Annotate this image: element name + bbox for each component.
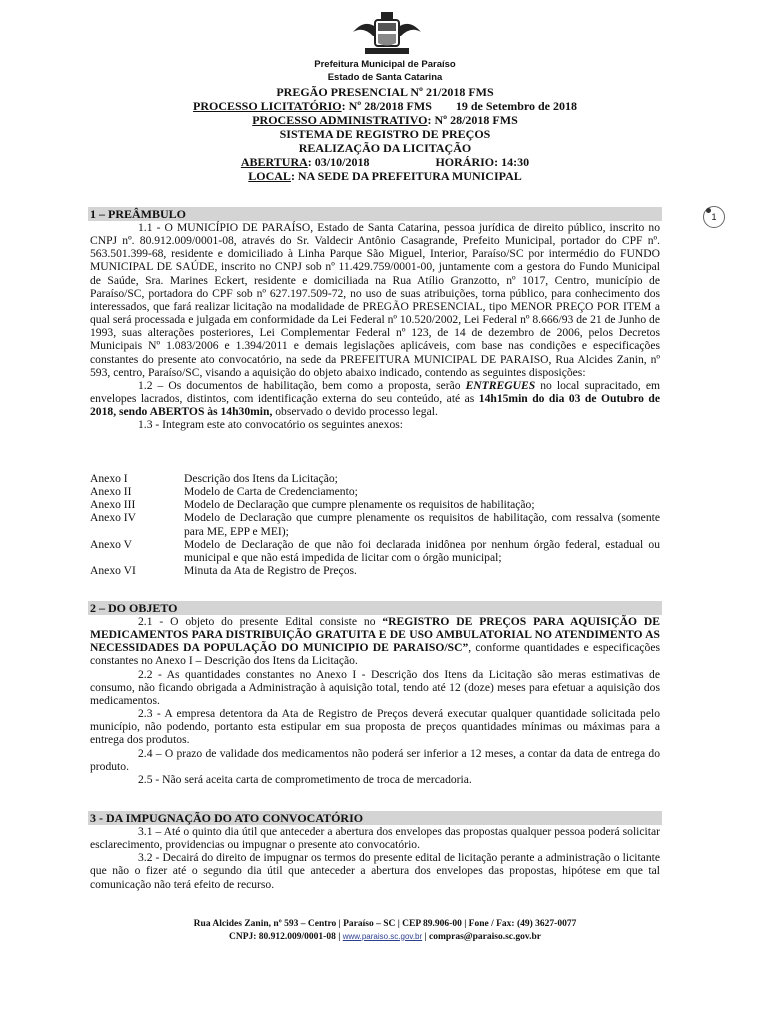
section-1-title: 1 – PREÂMBULO xyxy=(88,207,662,221)
section-3-title: 3 - DA IMPUGNAÇÃO DO ATO CONVOCATÓRIO xyxy=(88,811,662,825)
paragraph-3-1: 3.1 – Até o quinto dia útil que anteceder a abertura dos envelopes das propostas qualquer pessoa poderá solicitar esclarecimento, providencias ou impugnar o presente ato convocatório. xyxy=(90,825,660,852)
p21-object: “REGISTRO DE PREÇOS PARA AQUISIÇÃO DE MEDICAMENTOS PARA DISTRIBUIÇÃO GRATUITA E DE USO AMBULATORIAL NO ATENDIMENTO AS NECESSIDADES DA POPULAÇÃO DO MUNICIPIO DE PARAISO/SC” xyxy=(90,615,660,655)
local-value: : NA SEDE DA PREFEITURA MUNICIPAL xyxy=(290,169,522,183)
paragraph-1-2 xyxy=(90,379,660,418)
processo-licitatorio-value: : Nº 28/2018 FMS 19 de Setembro de 2018 xyxy=(341,99,577,113)
p12-deadline: 14h15min do dia 03 de Outubro de 2018, sendo ABERTOS às 14h30min, xyxy=(90,392,660,419)
paragraph-1-3: 1.3 - Integram este ato convocatório os seguintes anexos: xyxy=(138,418,403,432)
paragraph-2-4: 2.4 – O prazo de validade dos medicamentos não poderá ser inferior a 12 meses, a contar da data de entrega do produto. xyxy=(90,746,660,773)
abertura-value: : 03/10/2018 HORÁRIO: 14:30 xyxy=(307,155,530,169)
p12-entregues: ENTREGUES xyxy=(465,378,536,392)
annex-desc: Descrição dos Itens da Licitação; xyxy=(184,472,338,485)
prefeitura-title: Prefeitura Municipal de Paraíso xyxy=(314,59,456,70)
annex-row xyxy=(90,564,660,577)
annex-key: Anexo I xyxy=(90,472,128,485)
abertura-label: ABERTURA xyxy=(240,155,308,169)
page-number: 1 xyxy=(711,212,717,222)
processo-licitatorio-line xyxy=(0,100,770,114)
paragraph-2-3: 2.3 - A empresa detentora da Ata de Registro de Preços deverá executar qualquer quantidade solicitada pelo município, não podendo, portanto esta estipular em sua proposta de preços quantidades mínimas ou máximas para a entrega dos produtos. xyxy=(90,707,660,747)
page-number-badge xyxy=(703,206,725,228)
p21-text-c: , conforme quantidades e especificações constantes no Anexo I – Descrição dos Itens da Licitação. xyxy=(90,641,660,668)
municipal-crest xyxy=(345,10,429,58)
local-label: LOCAL xyxy=(248,169,291,183)
annex-key: Anexo III xyxy=(90,498,136,512)
section-2-body xyxy=(90,615,660,786)
annex-key: Anexo V xyxy=(90,537,132,551)
footer-cnpj: CNPJ: 80.912.009/0001-08 | xyxy=(228,931,343,942)
annex-key: Anexo IV xyxy=(90,511,137,525)
footer-address: Rua Alcides Zanin, nº 593 – Centro | Paraíso – SC | CEP 89.906-00 | Fone / Fax: (49) 3627-0077 xyxy=(193,919,577,929)
annex-desc: Modelo de Declaração de que não foi declarada inidônea por nenhum órgão federal, estadual ou municipal e que não está impedida de licitar com o órgão municipal; xyxy=(184,537,660,564)
paragraph-2-1 xyxy=(90,615,660,668)
p12-text-a: 1.2 – Os documentos de habilitação, bem como a proposta, serão xyxy=(138,378,466,392)
badge-dot-icon xyxy=(706,208,711,213)
annex-desc: Modelo de Declaração que cumpre plenamente os requisitos de habilitação; xyxy=(184,498,535,512)
paragraph-2-5: 2.5 - Não será aceita carta de comprometimento de troca de mercadoria. xyxy=(138,772,472,786)
paragraph-1-1: 1.1 - O MUNICÍPIO DE PARAÍSO, Estado de Santa Catarina, pessoa jurídica de direito público, inscrito no CNPJ nº. 80.912.009/0001-08, através do Sr. Valdecir Antônio Casagrande, Prefeito Municipal, portador do CPF nº. 563.501.399-68, residente e domiciliado à Linha Parque São Miguel, Interior, Paraíso/SC por intermédio do FUNDO MUNICIPAL DE SAÚDE, inscrito no CNPJ sob nº 11.429.759/0001-00, juntamente com a gestora do Fundo Municipal de Saúde, Sra. Marines Eckert, residente e domiciliada na Rua Atílio Granzotto, nº 1017, Centro, município de Paraíso/SC, portadora do CPF sob nº 627.197.509-72, no uso de suas atribuições, torna público, para conhecimento dos interessados, que fará realizar licitação na modalidade de PREGÃO PRESENCIAL, tipo MENOR PREÇO POR ITEM a qual será processada e julgada em conformidade da Lei Federal nº 10.520/2002, Lei Federal nº 8.666/93 de 21 de Junho de 1993, suas alterações posteriores, Lei Complementar Federal nº 123, de 14 de dezembro de 2006, pelos Decretos Municipais Nº 1.083/2006 e 1.394/2011 e demais legislações aplicáveis, com base nas condições e especificações constantes do presente ato convocatório, na sede da PREFEITURA MUNICIPAL DE PARAISO, Rua Alcides Zanin, nº 593, centro, Paraíso/SC, visando a aquisição do objeto abaixo indicado, contendo as seguintes disposições: xyxy=(90,221,660,379)
p21-text-a: 2.1 - O objeto do presente Edital consiste no xyxy=(138,615,383,628)
p12-text-c: no local supracitado, em envelopes lacrados, distintos, com identificação externa do seu conteúdo, até as xyxy=(90,378,660,406)
annex-desc: Minuta da Ata de Registro de Preços. xyxy=(184,564,357,578)
processo-administrativo-value: : Nº 28/2018 FMS xyxy=(427,113,518,127)
estado-title: Estado de Santa Catarina xyxy=(327,72,443,83)
annex-row xyxy=(90,498,660,511)
pregao-title: PREGÃO PRESENCIAL Nº 21/2018 FMS xyxy=(276,85,494,99)
processo-administrativo-line xyxy=(0,114,770,128)
annex-row xyxy=(90,511,660,537)
annex-row xyxy=(90,485,660,498)
p12-text-e: observado o devido processo legal. xyxy=(272,405,438,419)
annex-key: Anexo II xyxy=(90,485,132,499)
annex-row xyxy=(90,472,660,485)
footer-website-link[interactable]: www.paraiso.sc.gov.br xyxy=(342,931,423,941)
footer-email: | compras@paraiso.sc.gov.br xyxy=(422,931,541,942)
processo-licitatorio-label: PROCESSO LICITATÓRIO xyxy=(193,99,342,113)
section-3-body xyxy=(90,825,660,891)
annex-list xyxy=(90,472,660,577)
abertura-line xyxy=(0,156,770,170)
section-1-body xyxy=(90,221,660,432)
realizacao-title: REALIZAÇÃO DA LICITAÇÃO xyxy=(298,141,472,155)
paragraph-2-2: 2.2 - As quantidades constantes no Anexo I - Descrição dos Itens da Licitação são meras estimativas de consumo, não ficando obrigada a Administração à aquisição total, tendo até 12 (doze) meses para efetuar a aquisição dos medicamentos. xyxy=(90,667,660,707)
section-2-title: 2 – DO OBJETO xyxy=(88,601,662,615)
annex-desc: Modelo de Declaração que cumpre plenamente os requisitos de habilitação, com ressalva (somente para ME, EPP e MEI); xyxy=(184,511,660,538)
processo-administrativo-label: PROCESSO ADMINISTRATIVO xyxy=(252,113,428,127)
paragraph-3-2: 3.2 - Decairá do direito de impugnar os termos do presente edital de licitação perante a administração o licitante que não o fizer até o segundo dia útil que anteceder a abertura dos envelopes das propostas, hipótese em que tal comunicação não terá efeito de recurso. xyxy=(90,851,660,891)
footer-contacts xyxy=(0,931,770,944)
sistema-title: SISTEMA DE REGISTRO DE PREÇOS xyxy=(279,127,491,141)
annex-row xyxy=(90,538,660,564)
local-line xyxy=(0,170,770,184)
annex-key: Anexo VI xyxy=(90,564,136,578)
annex-desc: Modelo de Carta de Credenciamento; xyxy=(184,485,358,499)
footer xyxy=(0,918,770,943)
